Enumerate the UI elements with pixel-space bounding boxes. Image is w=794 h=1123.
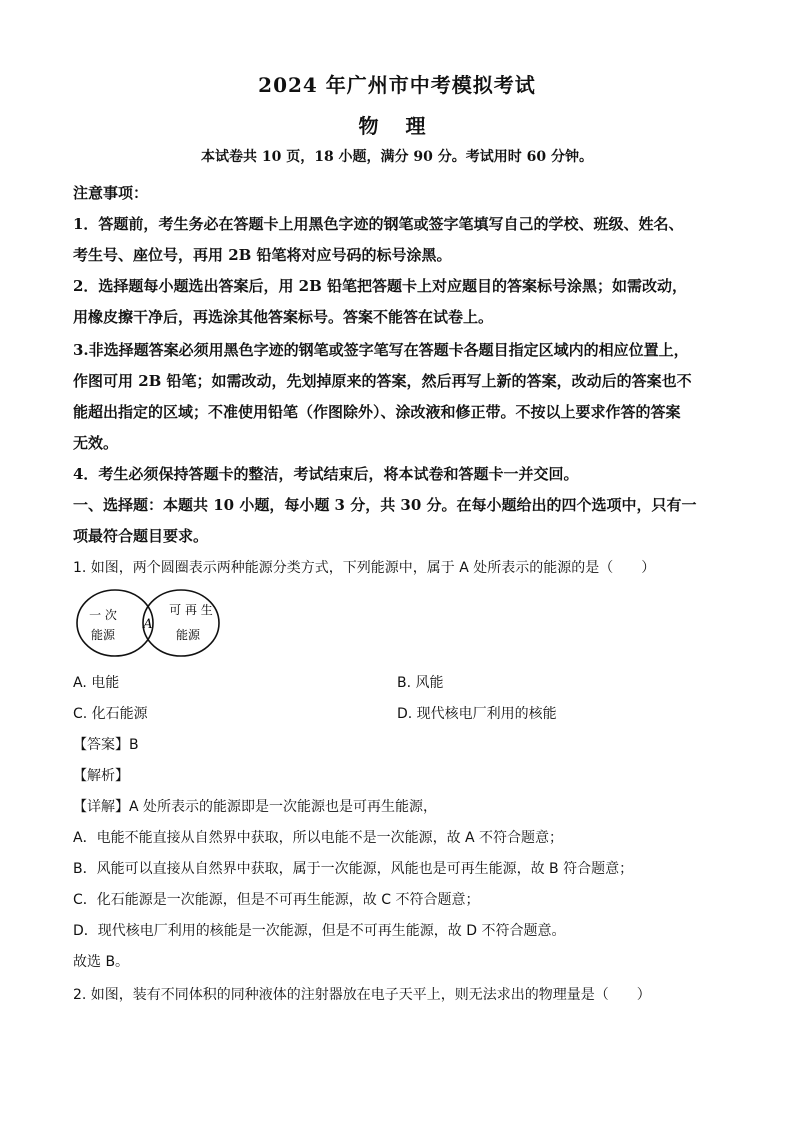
explain-line: 故选 B。 <box>73 954 130 970</box>
venn-right-top-label: 可 再 生 <box>169 603 213 617</box>
exam-title: 2024 年广州市中考模拟考试 <box>258 73 536 97</box>
analysis-label: 【解析】 <box>73 768 129 784</box>
section-heading: 一、选择题：本题共 10 小题，每小题 3 分，共 30 分。在每小题给出的四个选项中，只有一 <box>73 496 697 514</box>
venn-left-bottom-label: 能源 <box>90 628 116 642</box>
notice-line: 作图可用 2B 铅笔；如需改动，先划掉原来的答案，然后再写上新的答案，改动后的答案也不 <box>73 372 692 390</box>
venn-right-bottom-label: 能源 <box>175 628 201 642</box>
notice-line: 2．选择题每小题选出答案后，用 2B 铅笔把答题卡上对应题目的答案标号涂黑；如需改动， <box>73 277 688 295</box>
notice-line: 能超出指定的区域；不准使用铅笔（作图除外）、涂改液和修正带。不按以上要求作答的答案 <box>73 403 681 421</box>
notice-line: 4．考生必须保持答题卡的整洁，考试结束后，将本试卷和答题卡一并交回。 <box>73 465 579 483</box>
question-1-stem: 1. 如图，两个圆圈表示两种能源分类方式，下列能源中，属于 A 处所表示的能源的是（ ） <box>73 560 656 576</box>
explain-line: B．风能可以直接从自然界中获取，属于一次能源，风能也是可再生能源，故 B 符合题意； <box>73 861 634 877</box>
notice-line: 1．答题前，考生务必在答题卡上用黑色字迹的钢笔或签字笔填写自己的学校、班级、姓名、 <box>73 215 684 233</box>
explain-line: D．现代核电厂利用的核能是一次能源，但是不可再生能源，故 D 不符合题意。 <box>73 923 566 939</box>
exam-info: 本试卷共 10 页，18 小题，满分 90 分。考试用时 60 分钟。 <box>200 149 594 165</box>
notice-line: 无效。 <box>73 434 119 452</box>
notice-line: 用橡皮擦干净后，再选涂其他答案标号。答案不能答在试卷上。 <box>73 308 494 326</box>
section-heading: 项最符合题目要求。 <box>73 527 209 545</box>
explain-line: C．化石能源是一次能源，但是不可再生能源，故 C 不符合题意； <box>73 892 480 908</box>
answer-line: 【答案】B <box>73 737 139 753</box>
question-2-stem: 2. 如图，装有不同体积的同种液体的注射器放在电子天平上，则无法求出的物理量是（ ） <box>73 987 651 1003</box>
explain-line: A．电能不能直接从自然界中获取，所以电能不是一次能源，故 A 不符合题意； <box>73 830 564 846</box>
option-d: D. 现代核电厂利用的核能 <box>397 706 557 722</box>
option-b: B. 风能 <box>397 675 444 691</box>
explain-line: 【详解】A 处所表示的能源即是一次能源也是可再生能源， <box>73 799 438 815</box>
option-c: C. 化石能源 <box>73 706 148 722</box>
venn-diagram <box>73 586 223 662</box>
notice-line: 3.非选择题答案必须用黑色字迹的钢笔或签字笔写在答题卡各题目指定区域内的相应位置上， <box>73 341 689 359</box>
option-a: A. 电能 <box>73 675 120 691</box>
venn-center-label: A <box>143 617 153 632</box>
notice-heading: 注意事项： <box>73 184 149 202</box>
notice-line: 考生号、座位号，再用 2B 铅笔将对应号码的标号涂黑。 <box>73 246 452 264</box>
subject-title: 物 理 <box>358 114 436 138</box>
venn-left-top-label: 一 次 <box>89 608 117 622</box>
